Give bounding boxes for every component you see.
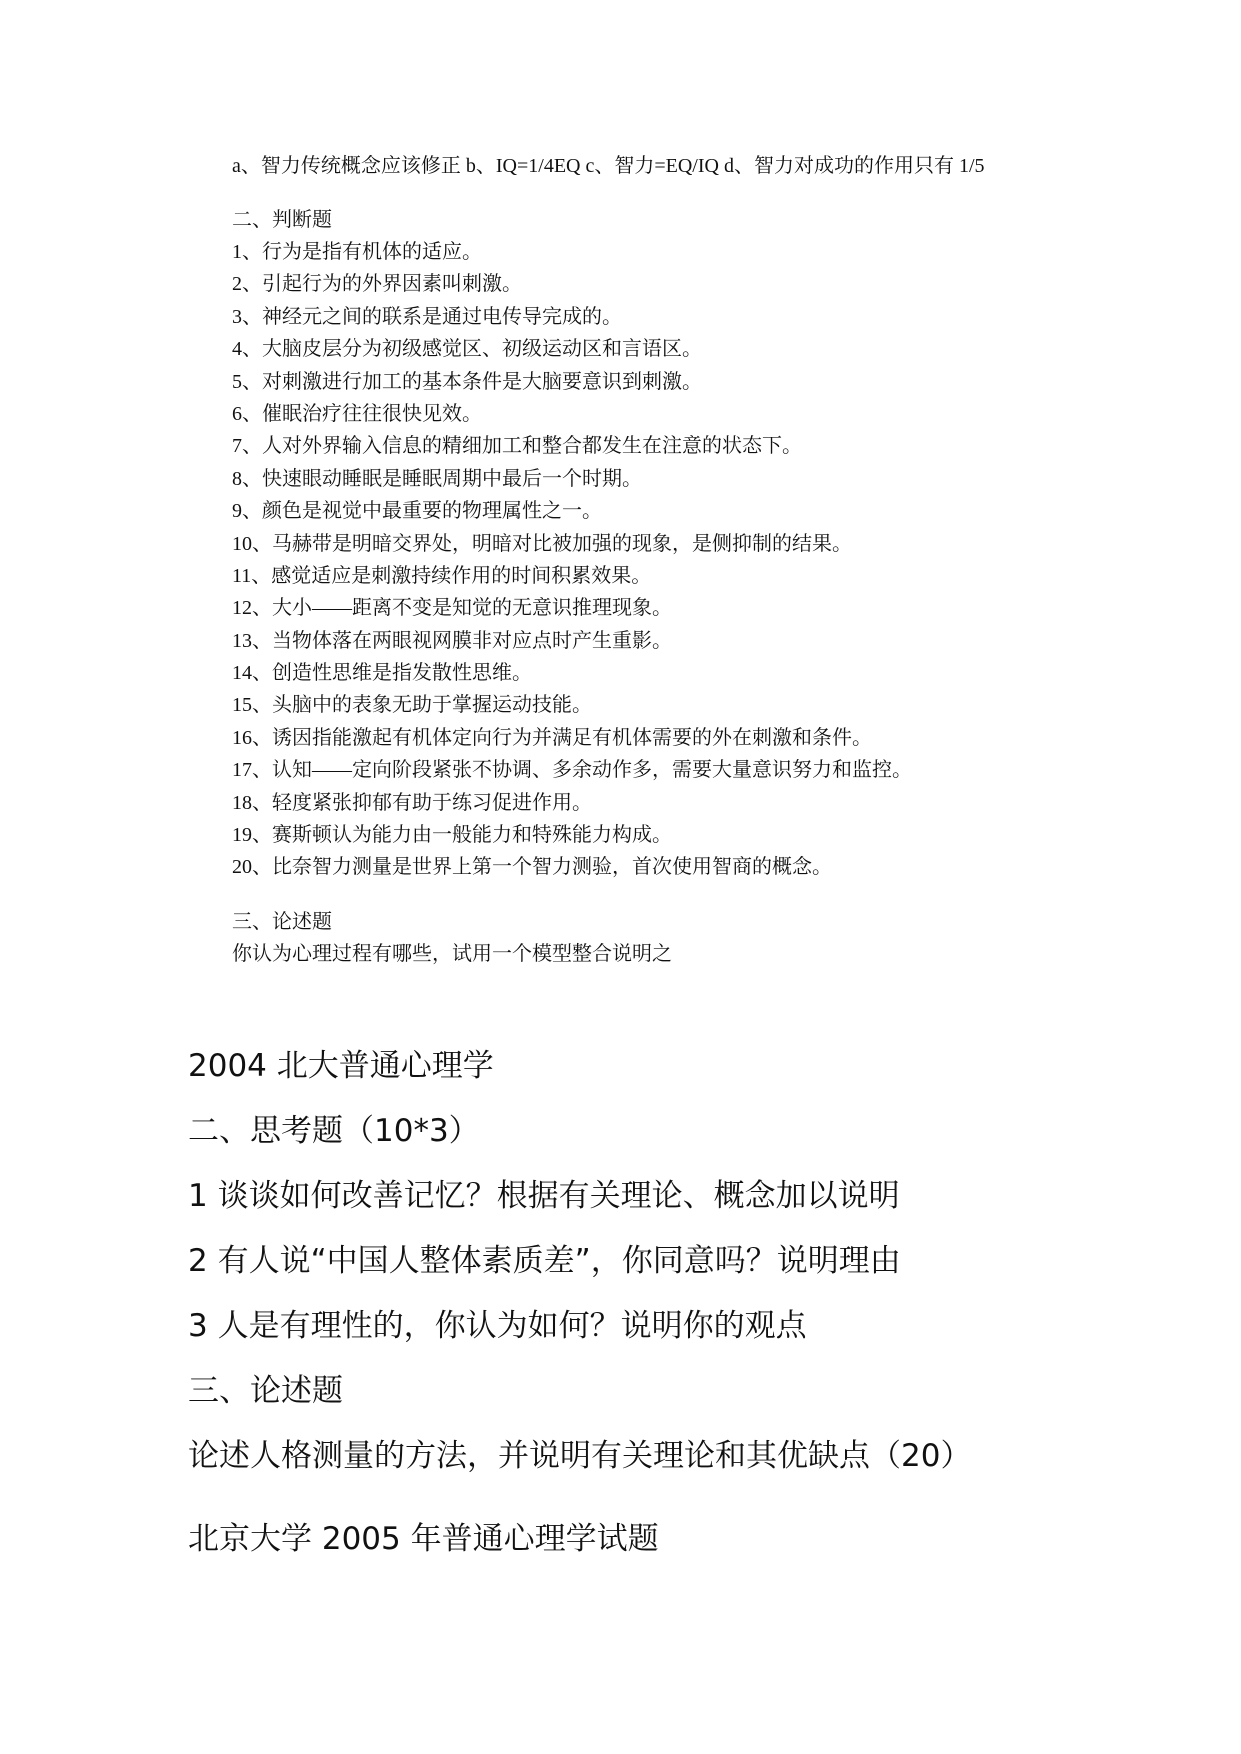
judgment-item: 18、轻度紧张抑郁有助于练习促进作用。 <box>232 791 592 814</box>
judgment-item: 19、赛斯顿认为能力由一般能力和特殊能力构成。 <box>232 824 672 847</box>
judgment-heading: 二、判断题 <box>232 209 332 231</box>
exam-content-sans <box>188 1034 1188 1572</box>
judgment-item: 6、催眠治疗往往很快见效。 <box>232 402 482 425</box>
exam-2004-title: 2004 北大普通心理学 <box>188 1048 494 1084</box>
judgment-item: 3、神经元之间的联系是通过电传导完成的。 <box>232 305 622 328</box>
judgment-item: 1、行为是指有机体的适应。 <box>232 241 482 263</box>
judgment-item: 11、感觉适应是刺激持续作用的时间积累效果。 <box>232 564 652 587</box>
judgment-item: 16、诱因指能激起有机体定向行为并满足有机体需要的外在刺激和条件。 <box>232 726 872 749</box>
essay-heading-2004: 三、论述题 <box>188 1373 343 1409</box>
essay-question-2004: 论述人格测量的方法，并说明有关理论和其优缺点（20） <box>188 1438 972 1474</box>
exam-content-serif <box>232 150 1132 970</box>
exam-2005-title: 北京大学 2005 年普通心理学试题 <box>188 1521 659 1557</box>
judgment-item: 5、对刺激进行加工的基本条件是大脑要意识到刺激。 <box>232 370 702 393</box>
judgment-item: 7、人对外界输入信息的精细加工和整合都发生在注意的状态下。 <box>232 435 802 458</box>
judgment-item: 9、颜色是视觉中最重要的物理属性之一。 <box>232 500 602 523</box>
judgment-item: 8、快速眼动睡眠是睡眠周期中最后一个时期。 <box>232 467 642 490</box>
judgment-item: 10、马赫带是明暗交界处，明暗对比被加强的现象，是侧抑制的结果。 <box>232 532 852 555</box>
think-question-1: 1 谈谈如何改善记忆？根据有关理论、概念加以说明 <box>188 1178 900 1214</box>
essay-heading: 三、论述题 <box>232 910 332 933</box>
judgment-item: 4、大脑皮层分为初级感觉区、初级运动区和言语区。 <box>232 338 702 361</box>
judgment-item: 2、引起行为的外界因素叫刺激。 <box>232 273 522 296</box>
judgment-item: 15、头脑中的表象无助于掌握运动技能。 <box>232 694 592 717</box>
judgment-item: 20、比奈智力测量是世界上第一个智力测验，首次使用智商的概念。 <box>232 856 832 879</box>
judgment-item: 14、创造性思维是指发散性思维。 <box>232 662 532 685</box>
multiple-choice-options: a、智力传统概念应该修正 b、IQ=1/4EQ c、智力=EQ/IQ d、智力对成功的作用只有 1/5 <box>232 155 985 177</box>
think-question-3: 3 人是有理性的，你认为如何？说明你的观点 <box>188 1308 807 1344</box>
think-heading: 二、思考题（10*3） <box>188 1113 480 1149</box>
essay-question: 你认为心理过程有哪些，试用一个模型整合说明之 <box>232 942 672 965</box>
think-question-2: 2 有人说“中国人整体素质差”，你同意吗？说明理由 <box>188 1243 901 1279</box>
judgment-item: 17、认知——定向阶段紧张不协调、多余动作多，需要大量意识努力和监控。 <box>232 759 912 782</box>
judgment-item: 12、大小——距离不变是知觉的无意识推理现象。 <box>232 597 672 620</box>
judgment-item: 13、当物体落在两眼视网膜非对应点时产生重影。 <box>232 629 672 652</box>
judgment-list <box>232 236 1132 884</box>
